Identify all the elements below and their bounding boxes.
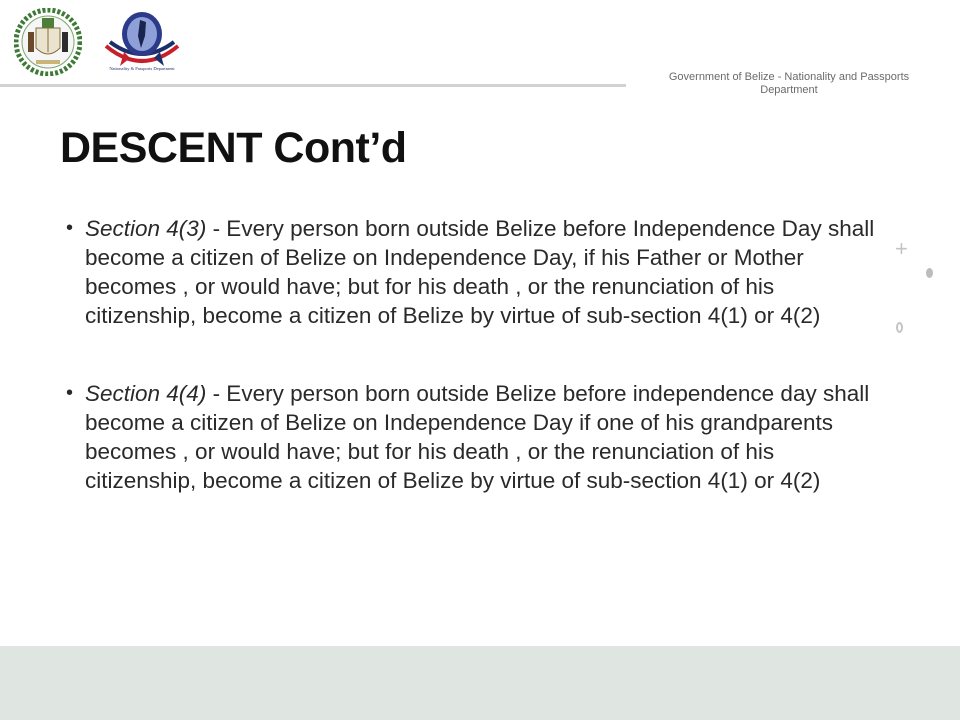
decorative-plus-icon: +: [895, 236, 908, 261]
bullet-icon: •: [66, 382, 74, 404]
header-organization: Government of Belize - Nationality and Passports Department: [668, 71, 910, 96]
bullet-list: [66, 214, 878, 544]
section-reference: Section 4(4): [85, 381, 207, 406]
section-reference: Section 4(3): [85, 216, 207, 241]
bullet-text: - Every person born outside Belize before independence day shall become a citizen of Belize on Independence Day if one of his grandparents becomes , or would have; but for his death , or the renunciation of his citizenship, become a citizen of Belize by virtue of sub-section 4(1) or 4(2): [85, 381, 870, 493]
bullet-item: [66, 214, 878, 330]
header-divider: [0, 84, 626, 87]
bullet-text: - Every person born outside Belize before Independence Day shall become a citizen of Belize on Independence Day, if his Father or Mother becomes , or would have; but for his death , or the renunciation of his citizenship, become a citizen of Belize by virtue of sub-section 4(1) or 4(2): [85, 216, 875, 328]
slide-title: DESCENT Cont’d: [60, 124, 407, 172]
decorative-ring-icon: [896, 322, 903, 333]
bullet-icon: •: [66, 217, 74, 239]
dept-logo-caption: Nationality & Passports Department: [109, 66, 175, 71]
belize-coat-of-arms-logo: [14, 8, 82, 76]
decorative-dot-icon: [926, 268, 933, 278]
footer-band: [0, 646, 960, 720]
bullet-item: [66, 379, 878, 495]
